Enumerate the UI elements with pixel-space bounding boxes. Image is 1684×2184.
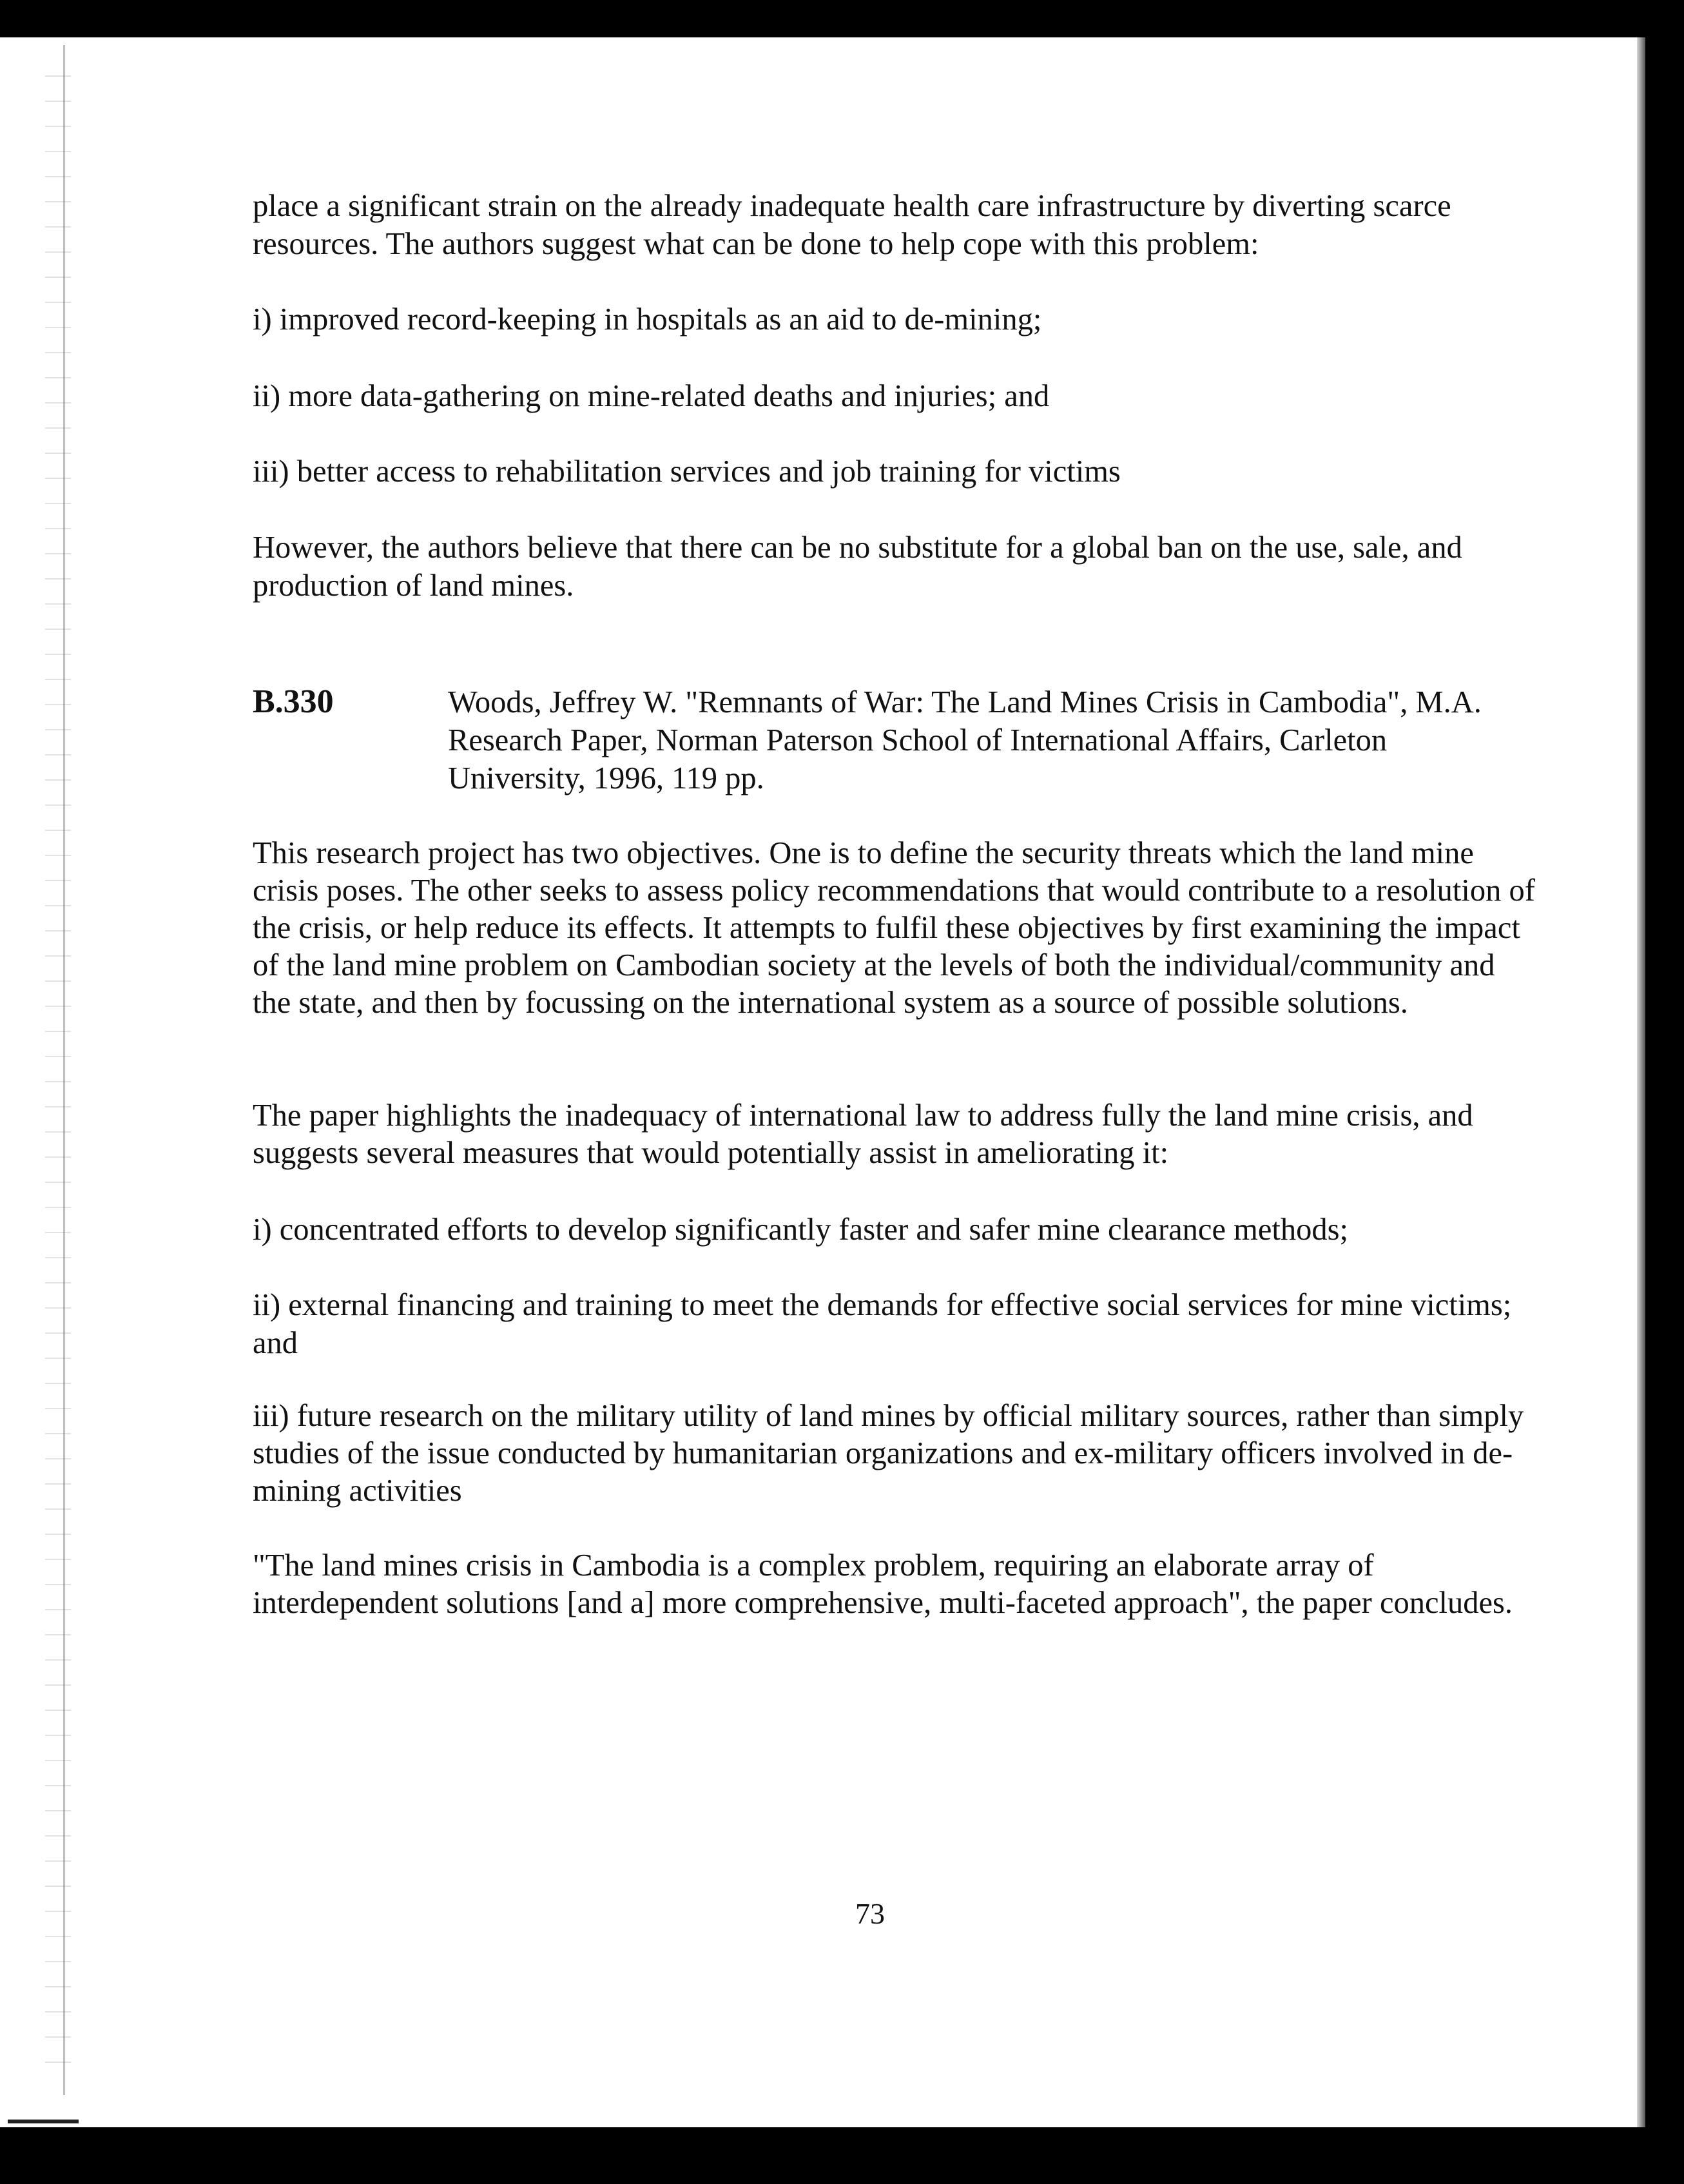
summary-list-item-2: ii) more data-gathering on mine-related deaths and injuries; and xyxy=(253,379,1050,413)
entry-citation: Woods, Jeffrey W. "Remnants of War: The Land Mines Crisis in Cambodia", M.A. Research Paper, Norman Paterson School of International Affairs, Carleton University, 1996, 119 pp. xyxy=(448,685,1482,795)
summary-list-item-1: i) improved record-keeping in hospitals as an aid to de-mining; xyxy=(253,302,1042,336)
summary-continuation-paragraph: place a significant strain on the already inadequate health care infrastructure by diverting scarce resources. The authors suggest what can be done to help cope with this problem: xyxy=(253,189,1451,261)
measure-item-3: iii) future research on the military utility of land mines by official military sources, rather than simply studies of the issue conducted by humanitarian organizations and ex-military officers involved in de-mining activities xyxy=(253,1399,1524,1508)
measure-item-1: i) concentrated efforts to develop significantly faster and safer mine clearance methods; xyxy=(253,1213,1348,1247)
closing-quote-paragraph: "The land mines crisis in Cambodia is a complex problem, requiring an elaborate array of interdependent solutions [and a] more comprehensive, multi-faceted approach", the paper concludes. xyxy=(253,1548,1513,1620)
abstract-paragraph-1: This research project has two objectives. One is to define the security threats which the land mine crisis poses. The other seeks to assess policy recommendations that would contribute to a resolution of the crisis, or help reduce its effects. It attempts to fulfil these objectives by first examining the impact of the land mine problem on Cambodian society at the levels of both the individual/community and the state, and then by focussing on the international system as a source of possible solutions. xyxy=(253,836,1535,1020)
measure-item-2: ii) external financing and training to meet the demands for effective social services for mine victims; and xyxy=(253,1288,1512,1360)
abstract-paragraph-2: The paper highlights the inadequacy of international law to address fully the land mine crisis, and suggests several measures that would potentially assist in ameliorating it: xyxy=(253,1098,1473,1170)
summary-conclusion-paragraph: However, the authors believe that there can be no substitute for a global ban on the use, sale, and production of land mines. xyxy=(253,531,1462,603)
entry-id: B.330 xyxy=(253,683,334,720)
page-number: 73 xyxy=(855,1897,885,1930)
summary-list-item-3: iii) better access to rehabilitation services and job training for victims xyxy=(253,454,1121,489)
